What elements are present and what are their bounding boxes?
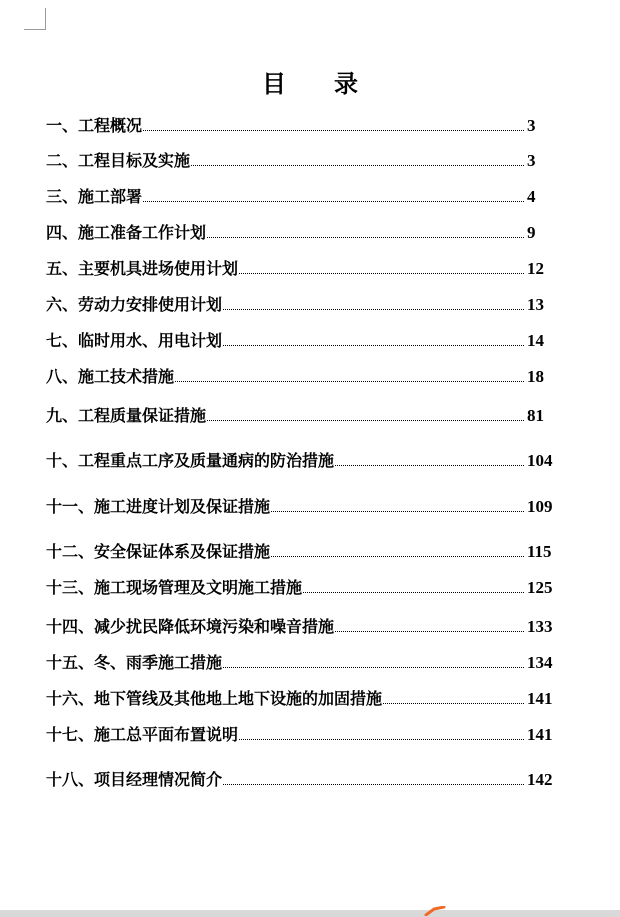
toc-leader-dots	[335, 464, 524, 466]
toc-entry-page: 3	[527, 151, 536, 170]
toc-entry[interactable]	[46, 294, 571, 316]
toc-entry-label: 十、工程重点工序及质量通病的防治措施	[46, 451, 335, 470]
toc-leader-dots	[175, 380, 524, 382]
toc-leader-dots	[271, 510, 524, 512]
toc-entry[interactable]	[46, 616, 571, 638]
toc-entry-page: 125	[527, 578, 553, 597]
toc-leader-dots	[143, 200, 524, 202]
toc-leader-dots	[223, 344, 524, 346]
toc-entry-label: 十二、安全保证体系及保证措施	[46, 542, 271, 561]
toc-entry-page: 13	[527, 295, 544, 314]
toc-entry-label: 十三、施工现场管理及文明施工措施	[46, 578, 303, 597]
toc-entry[interactable]	[46, 405, 571, 427]
toc-entry-page: 134	[527, 653, 553, 672]
toc-entry[interactable]	[46, 652, 571, 674]
toc-entry[interactable]	[46, 258, 571, 280]
toc-entry[interactable]	[46, 577, 571, 599]
page-corner-mark	[24, 8, 46, 30]
toc-entry-page: 9	[527, 223, 536, 242]
toc-entry-page: 109	[527, 497, 553, 516]
toc-entry[interactable]	[46, 688, 571, 710]
toc-entry-label: 七、临时用水、用电计划	[46, 331, 223, 350]
toc-entry[interactable]	[46, 724, 571, 746]
toc-entry-page: 115	[527, 542, 552, 561]
toc-entry-page: 3	[527, 116, 536, 135]
toc-leader-dots	[239, 272, 524, 274]
toc-entry-label: 四、施工准备工作计划	[46, 223, 207, 242]
toc-entry[interactable]	[46, 150, 571, 172]
toc-entry-page: 104	[527, 451, 553, 470]
toc-entry[interactable]	[46, 769, 571, 791]
toc-leader-dots	[207, 236, 524, 238]
toc-entry-page: 133	[527, 617, 553, 636]
toc-leader-dots	[303, 591, 524, 593]
toc-leader-dots	[383, 702, 524, 704]
toc-entry-label: 十五、冬、雨季施工措施	[46, 653, 223, 672]
toc-entry[interactable]	[46, 366, 571, 388]
toc-entry-label: 九、工程质量保证措施	[46, 406, 207, 425]
toc-entry-page: 4	[527, 187, 536, 206]
toc-entry-label: 六、劳动力安排使用计划	[46, 295, 223, 314]
toc-leader-dots	[223, 666, 524, 668]
toc-entry-page: 142	[527, 770, 553, 789]
toc-entry-page: 18	[527, 367, 544, 386]
toc-leader-dots	[335, 630, 524, 632]
toc-leader-dots	[143, 129, 524, 131]
toc-entry[interactable]	[46, 330, 571, 352]
toc-entry-label: 二、工程目标及实施	[46, 151, 191, 170]
toc-entry-page: 12	[527, 259, 544, 278]
toc-entry[interactable]	[46, 115, 571, 137]
toc-entry-page: 141	[527, 689, 553, 708]
toc-entry-label: 十七、施工总平面布置说明	[46, 725, 239, 744]
toc-leader-dots	[239, 738, 524, 740]
toc-entry-page: 14	[527, 331, 544, 350]
toc-entry-label: 十四、减少扰民降低环境污染和噪音措施	[46, 617, 335, 636]
toc-entry[interactable]	[46, 186, 571, 208]
toc-entry-label: 十八、项目经理情况简介	[46, 770, 223, 789]
pen-cursor-icon	[424, 906, 446, 916]
toc-entry[interactable]	[46, 450, 571, 472]
toc-leader-dots	[191, 164, 524, 166]
toc-entry[interactable]	[46, 496, 571, 518]
toc-entry[interactable]	[46, 222, 571, 244]
toc-entry-label: 三、施工部署	[46, 187, 143, 206]
toc-leader-dots	[223, 783, 524, 785]
toc-entry-label: 十一、施工进度计划及保证措施	[46, 497, 271, 516]
toc-leader-dots	[223, 308, 524, 310]
toc-entry-label: 五、主要机具进场使用计划	[46, 259, 239, 278]
toc-leader-dots	[271, 555, 524, 557]
page-bottom-bar	[0, 910, 620, 917]
toc-leader-dots	[207, 419, 524, 421]
page-title: 目 录	[262, 69, 358, 98]
toc-entry-page: 81	[527, 406, 544, 425]
toc-entry[interactable]	[46, 541, 571, 563]
toc-entry-page: 141	[527, 725, 553, 744]
toc-entry-label: 十六、地下管线及其他地上地下设施的加固措施	[46, 689, 383, 708]
toc-entry-label: 八、施工技术措施	[46, 367, 175, 386]
toc-entry-label: 一、工程概况	[46, 116, 143, 135]
